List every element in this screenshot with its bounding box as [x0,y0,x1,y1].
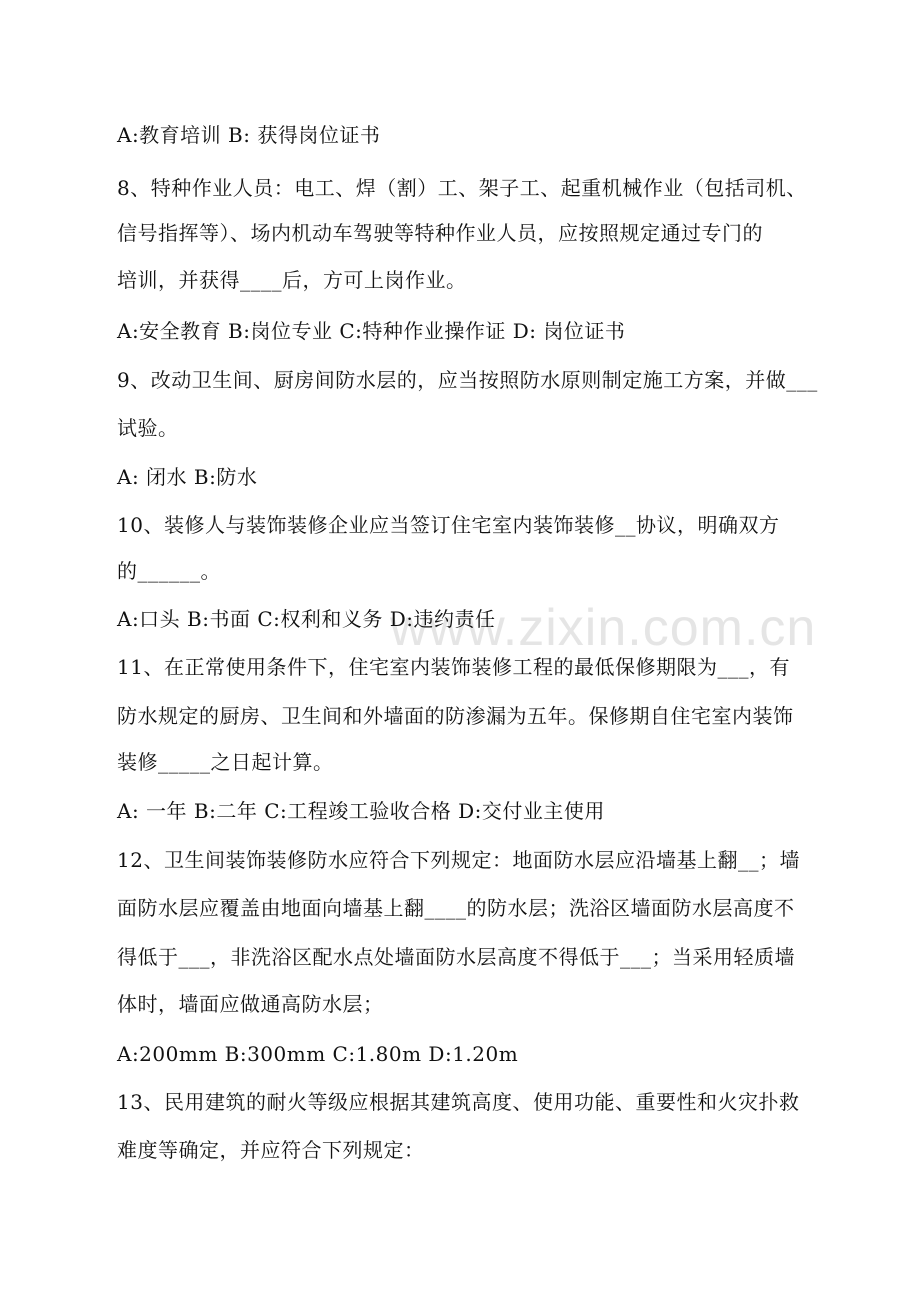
question-8-line-1: 8、特种作业人员：电工、焊（割）工、架子工、起重机械作业（包括司机、 [117,176,807,200]
question-12-line-4: 体时，墙面应做通高防水层； [117,992,384,1016]
question-12-line-3: 得低于___，非洗浴区配水点处墙面防水层高度不得低于___；当采用轻质墙 [117,945,795,969]
question-12-line-2: 面防水层应覆盖由地面向墙基上翻____的防水层；洗浴区墙面防水层高度不 [117,896,795,920]
question-11-line-1: 11、在正常使用条件下，住宅室内装饰装修工程的最低保修期限为___，有 [117,655,790,679]
question-8-line-3: 培训，并获得____后，方可上岗作业。 [117,268,467,292]
question-13-line-1: 13、民用建筑的耐火等级应根据其建筑高度、使用功能、重要性和火灾扑救 [117,1090,800,1114]
question-10-line-2: 的______。 [117,559,221,583]
question-10-line-1: 10、装修人与装饰装修企业应当签订住宅室内装饰装修__协议，明确双方 [117,513,780,537]
option-line-q9: A: 闭水 B:防水 [117,465,258,489]
option-line-q11: A: 一年 B:二年 C:工程竣工验收合格 D:交付业主使用 [117,799,605,823]
question-9-line-2: 试验。 [117,416,179,440]
question-12-line-1: 12、卫生间装饰装修防水应符合下列规定：地面防水层应沿墙基上翻__；墙 [117,848,800,872]
question-8-line-2: 信号指挥等）、场内机动车驾驶等特种作业人员，应按照规定通过专门的 [117,221,763,245]
question-13-line-2: 难度等确定，并应符合下列规定： [117,1138,425,1162]
question-11-line-3: 装修_____之日起计算。 [117,750,334,774]
option-line-q12: A:200mm B:300mm C:1.80m D:1.20m [117,1042,519,1066]
option-line-q8: A:安全教育 B:岗位专业 C:特种作业操作证 D: 岗位证书 [117,319,626,343]
question-9-line-1: 9、改动卫生间、厨房间防水层的，应当按照防水原则制定施工方案，并做___ [117,368,818,392]
question-11-line-2: 防水规定的厨房、卫生间和外墙面的防渗漏为五年。保修期自住宅室内装饰 [117,704,794,728]
option-line-q10: A:口头 B:书面 C:权利和义务 D:违约责任 [117,607,496,631]
option-line-q7: A:教育培训 B: 获得岗位证书 [117,123,381,147]
watermark: www.zixin.com.cn [390,599,817,657]
